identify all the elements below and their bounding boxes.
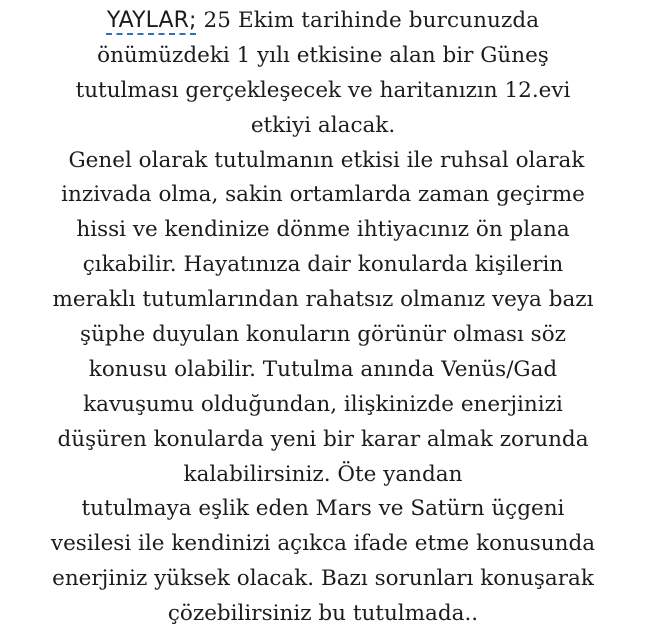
- text-line: çözebilirsiniz bu tutulmada..: [167, 601, 479, 627]
- text-line: kalabilirsiniz. Öte yandan: [183, 461, 463, 487]
- sign-heading: YAYLAR;: [106, 8, 197, 33]
- text-line: inzivada olma, sakin ortamlarda zaman geçirme: [61, 182, 585, 208]
- text-line: [0, 4, 646, 39]
- text-line: düşüren konularda yeni bir karar almak zorunda: [57, 426, 589, 452]
- text-line: önümüzdeki 1 yılı etkisine alan bir Güneş: [97, 42, 549, 68]
- text-line: vesilesi ile kendinizi açıkca ifade etme konusunda: [50, 531, 596, 557]
- text-line: konusu olabilir. Tutulma anında Venüs/Gad: [88, 356, 558, 382]
- text-line: hissi ve kendinize dönme ihtiyacınız ön plana: [76, 217, 570, 243]
- line-text: 25 Ekim tarihinde burcunuzda: [196, 8, 540, 33]
- text-line: etkiyi alacak.: [250, 112, 396, 138]
- text-line: meraklı tutumlarından rahatsız olmanız veya bazı: [52, 287, 594, 313]
- text-line: şüphe duyulan konuların görünür olması söz: [80, 322, 566, 348]
- text-line: tutulmaya eşlik eden Mars ve Satürn üçgeni: [81, 496, 565, 522]
- text-line: tutulması gerçekleşecek ve haritanızın 12.evi: [75, 77, 571, 103]
- text-line: Genel olarak tutulmanın etkisi ile ruhsal olarak: [61, 147, 585, 173]
- text-line: enerjiniz yüksek olacak. Bazı sorunları konuşarak: [52, 566, 594, 592]
- text-line: kavuşumu olduğundan, ilişkinizde enerjinizi: [83, 391, 563, 417]
- text-line: çıkabilir. Hayatınıza dair konularda kişilerin: [82, 252, 564, 278]
